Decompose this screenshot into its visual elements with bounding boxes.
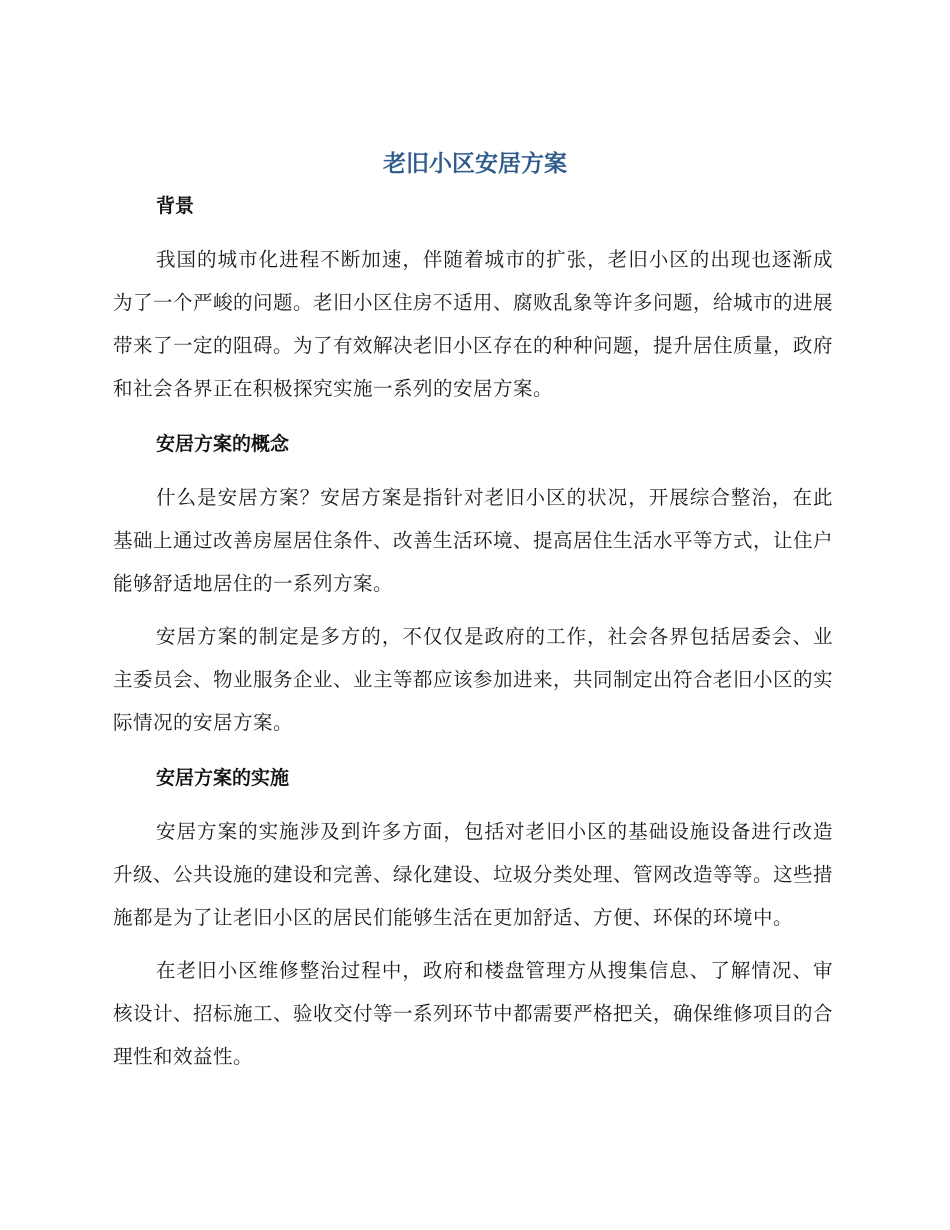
document-title: 老旧小区安居方案 <box>383 151 567 177</box>
document-body <box>113 184 833 1078</box>
section-heading-background: 背景 <box>156 195 195 217</box>
section-heading-concept: 安居方案的概念 <box>156 433 290 455</box>
paragraph-implementation-1: 安居方案的实施涉及到许多方面，包括对老旧小区的基础设施设备进行改造升级、公共设施的建设和完善、绿化建设、垃圾分类处理、管网改造等等。这些措施都是为了让老旧小区的居民们能够生活在更加舒适、方便、环保的环境中。 <box>113 820 834 929</box>
paragraph-implementation-2: 在老旧小区维修整治过程中，政府和楼盘管理方从搜集信息、了解情况、审核设计、招标施工、验收交付等一系列环节中都需要严格把关，确保维修项目的合理性和效益性。 <box>113 959 834 1068</box>
paragraph-concept-1: 什么是安居方案？安居方案是指针对老旧小区的状况，开展综合整治，在此基础上通过改善房屋居住条件、改善生活环境、提高居住生活水平等方式，让住户能够舒适地居住的一系列方案。 <box>113 486 834 595</box>
paragraph-concept-2: 安居方案的制定是多方的，不仅仅是政府的工作，社会各界包括居委会、业主委员会、物业服务企业、业主等都应该参加进来，共同制定出符合老旧小区的实际情况的安居方案。 <box>113 625 834 734</box>
section-heading-implementation: 安居方案的实施 <box>156 767 290 789</box>
paragraph-background: 我国的城市化进程不断加速，伴随着城市的扩张，老旧小区的出现也逐渐成为了一个严峻的问题。老旧小区住房不适用、腐败乱象等许多问题，给城市的进展带来了一定的阻碍。为了有效解决老旧小区存在的种种问题，提升居住质量，政府和社会各界正在积极探究实施一系列的安居方案。 <box>113 248 834 400</box>
